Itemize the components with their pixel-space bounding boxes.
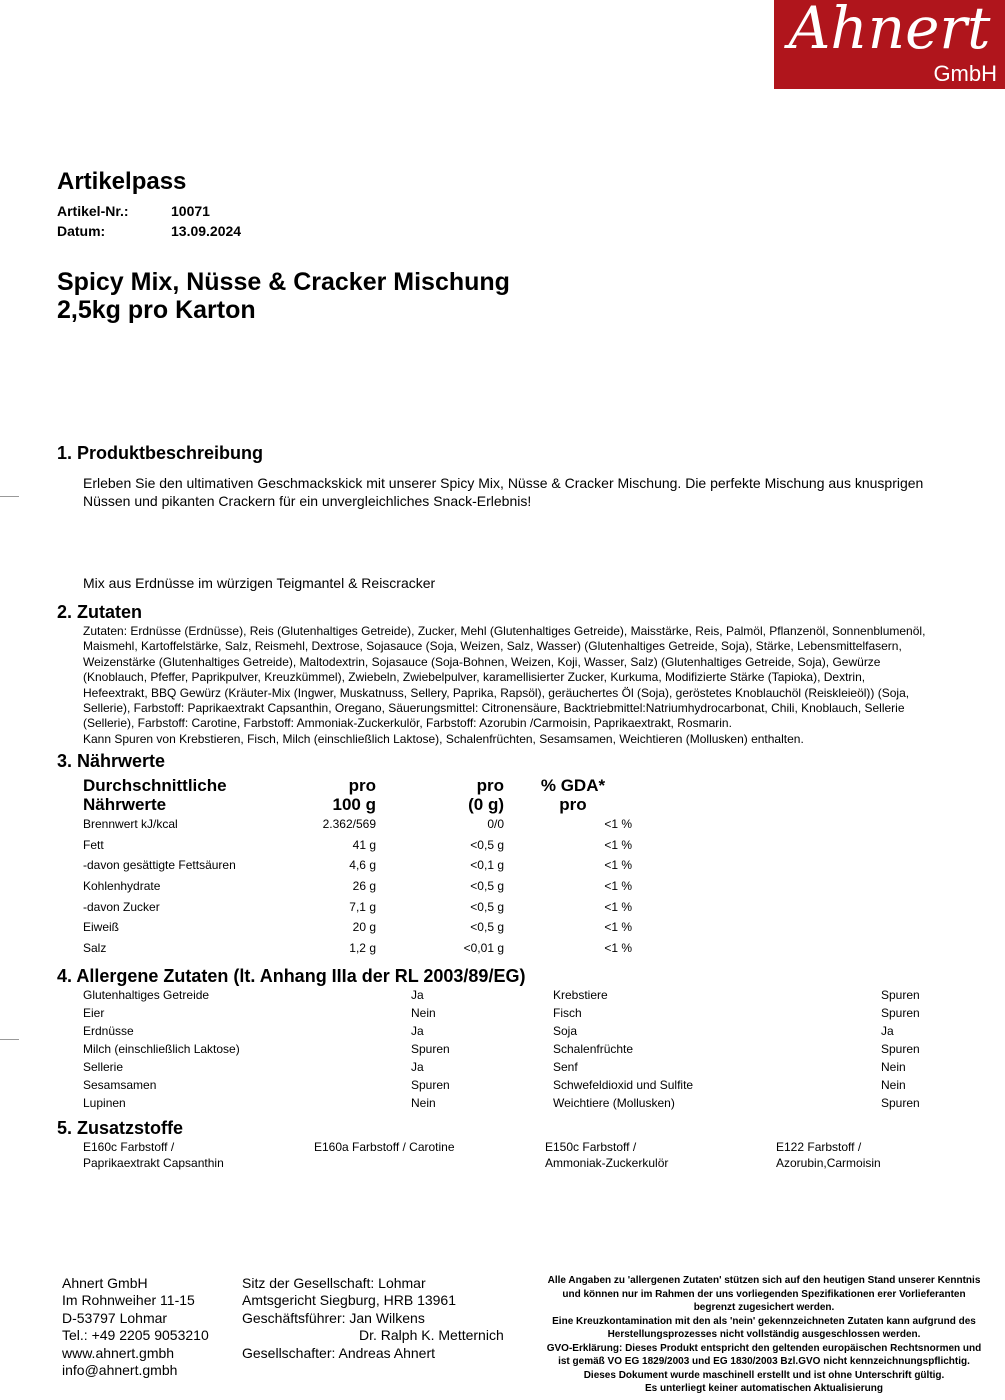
allergen-name: Erdnüsse [83,1024,134,1038]
value-gda: <1 % [604,899,632,914]
value-gda: <1 % [604,879,632,894]
ingredients-line: Sellerie), Farbstoff: Paprikaextrakt Capsanthin, Oregano, Säuerungsmittel: Citronensäure, Backtriebmittel:Natriumhydrocarbonat, Chili, Knoblauch, Sellerie [83,701,905,716]
header-nutrient: Durchschnittliche [83,776,227,795]
margin-mark [0,496,19,497]
footer-disclaimer [526,1274,1002,1396]
section-description-heading: 1. Produktbeschreibung [57,443,264,463]
product-title-line2: 2,5kg pro Karton [57,296,256,324]
header-gda: pro [559,795,587,814]
footer-phone: Tel.: +49 2205 9053210 [62,1327,209,1344]
additive-line: E160a Farbstoff / Carotine [314,1140,455,1154]
article-number-value: 10071 [171,203,210,219]
allergen-status: Spuren [881,1096,920,1110]
footer-legal-line: Gesellschafter: Andreas Ahnert [242,1344,435,1361]
nutrient-name: -davon gesättigte Fettsäuren [83,858,236,873]
nutrient-name: Eiweiß [83,920,120,935]
value-per100: 4,6 g [349,858,376,873]
additive-line: E150c Farbstoff / [545,1140,637,1154]
ingredients-line: Zutaten: Erdnüsse (Erdnüsse), Reis (Glutenhaltiges Getreide), Zucker, Mehl (Glutenhaltiges Getreide), Maisstärke, Reis, Palmöl, Pflanzenöl, Sonnenblumenöl, [83,624,926,638]
allergen-name: Schalenfrüchte [553,1042,634,1056]
nutrition-row [83,896,642,917]
allergen-status: Spuren [881,1042,920,1056]
allergen-status: Spuren [881,988,920,1002]
description-note: Mix aus Erdnüsse im würzigen Teigmantel & Reiscracker [83,575,436,591]
value-gda: <1 % [604,940,632,955]
footer-website-link[interactable]: www.ahnert.gmbh [62,1344,175,1361]
ingredients-line: Hefeextrakt, BBQ Gewürz (Kräuter-Mix (Ingwer, Muskatnuss, Sellery, Paprika, Rapsöl), geräuchertes Öl (Soja), geröstetes Knoblauchöl (Reiskleieöl)) (Soja, [83,685,910,700]
header-nutrient: Nährwerte [83,795,167,814]
product-title [57,268,510,324]
company-logo [774,0,1005,89]
value-gda: <1 % [604,817,632,832]
footer-street: Im Rohnweiher 11-15 [62,1292,195,1309]
allergen-name: Fisch [553,1006,582,1020]
article-number-row [57,203,210,219]
additive-item [776,1139,996,1171]
nutrition-row [83,814,642,835]
footer-legal-line: Sitz der Gesellschaft: Lohmar [242,1275,426,1291]
header-portion: (0 g) [468,795,504,814]
value-gda: <1 % [604,837,632,852]
allergen-status: Nein [881,1060,906,1074]
disclaimer-line: und können nur im Rahmen der uns vorliegenden Spezifikationen erer Vorlieferanten [562,1288,966,1300]
value-per100: 1,2 g [349,940,376,955]
additive-item [314,1139,534,1155]
value-portion: <0,01 g [463,940,504,955]
allergen-name: Krebstiere [553,988,608,1002]
ingredients-line: (Knoblauch, Pfeffer, Paprikpulver, Kreuzkümmel), Zwiebeln, Zwiebelpulver, karamellisierter Zucker, Kurkuma, Modifizierte Stärke (Tapioka), Dextrin, [83,670,866,685]
disclaimer-line: begrenzt zugesichert werden. [693,1302,835,1313]
allergen-name: Milch (einschließlich Laktose) [83,1042,240,1056]
allergen-row [0,1042,1005,1060]
section-allergens-heading: 4. Allergene Zutaten (lt. Anhang IIIa der RL 2003/89/EG) [57,966,526,986]
allergen-row [0,1078,1005,1096]
footer-legal [242,1275,504,1362]
allergen-name: Weichtiere (Mollusken) [553,1096,675,1110]
allergen-status: Nein [881,1078,906,1092]
logo-text: Ahnert [788,0,991,62]
disclaimer-line: Es unterliegt keiner automatischen Aktualisierung [644,1383,884,1394]
allergen-name: Schwefeldioxid und Sulfite [553,1078,694,1092]
allergen-name: Soja [553,1024,578,1038]
logo-subtext: GmbH [933,61,997,86]
disclaimer-line: Alle Angaben zu 'allergenen Zutaten' stützen sich auf den heutigen Stand unserer Kenntnis [547,1275,981,1286]
description-line: Nüssen und pikanten Crackern für ein unvergleichliches Snack-Erlebnis! [83,493,532,509]
allergen-status: Ja [881,1024,894,1038]
header-per100: pro [348,776,376,795]
value-portion: <0,1 g [470,858,504,873]
section-nutrition-heading: 3. Nährwerte [57,751,166,771]
allergen-name: Senf [553,1060,578,1074]
ingredients-line: Kann Spuren von Krebstieren, Fisch, Milch (einschließlich Laktose), Schalenfrüchten, Sesamsamen, Weichtieren (Mollusken) enthalten. [83,731,804,746]
value-portion: <0,5 g [470,899,504,914]
allergen-row [0,988,1005,1006]
nutrition-header-row [83,795,642,814]
allergen-name: Glutenhaltiges Getreide [83,988,210,1002]
value-gda: <1 % [604,920,632,935]
nutrition-row [83,938,642,959]
allergen-status: Spuren [411,1078,450,1092]
nutrition-row [83,835,642,856]
nutrition-row [83,855,642,876]
header-portion: pro [476,776,504,795]
allergen-name: Sesamsamen [83,1078,157,1092]
allergen-name: Lupinen [83,1096,126,1110]
disclaimer-line: Eine Kreuzkontamination mit den als 'nein' gekennzeichneten Zutaten kann aufgrund des [552,1315,976,1327]
nutrient-name: Fett [83,837,104,852]
nutrition-table [83,776,642,958]
date-label: Datum: [57,223,106,239]
value-portion: 0/0 [487,817,504,832]
nutrient-name: Brennwert kJ/kcal [83,817,178,832]
value-portion: <0,5 g [470,920,504,935]
footer-legal-line: Geschäftsführer: Jan Wilkens [242,1309,425,1326]
footer-email-link[interactable]: info@ahnert.gmbh [62,1362,178,1379]
nutrient-name: Kohlenhydrate [83,879,161,894]
allergen-status: Spuren [411,1042,450,1056]
section-additives-heading: 5. Zusatzstoffe [57,1118,184,1138]
allergen-row [0,1096,1005,1114]
description-line: Erleben Sie den ultimativen Geschmackskick mit unserer Spicy Mix, Nüsse & Cracker Mischung. Die perfekte Mischung aus knusprigen [83,475,924,491]
allergen-name: Sellerie [83,1060,124,1074]
article-number-label: Artikel-Nr.: [57,203,129,219]
allergen-status: Ja [411,1024,424,1038]
ingredients-line: (Sellerie), Farbstoff: Carotine, Farbstoff: Ammoniak-Zuckerkulör, Farbstoff: Azorubin /Carmoisin, Paprikaextrakt, Rosmarin. [83,716,732,731]
value-portion: <0,5 g [470,837,504,852]
margin-mark [0,1039,19,1040]
footer-legal-line: Amtsgericht Siegburg, HRB 13961 [242,1292,456,1309]
disclaimer-line: Herstellungsprozesses nicht vollständig ausgeschlossen werden. [607,1329,921,1340]
value-gda: <1 % [604,858,632,873]
allergen-status: Ja [411,988,424,1002]
date-row [57,223,242,239]
footer-company [62,1275,209,1379]
product-title-line1: Spicy Mix, Nüsse & Cracker Mischung [57,268,510,296]
additive-line: Paprikaextrakt Capsanthin [83,1156,224,1170]
header-per100: 100 g [332,795,376,814]
additive-item [83,1139,303,1171]
allergen-name: Eier [83,1006,105,1020]
additive-line: E122 Farbstoff / [776,1140,862,1154]
nutrient-name: -davon Zucker [83,899,160,914]
footer-company-name: Ahnert GmbH [62,1275,148,1291]
value-per100: 20 g [352,920,376,935]
allergen-status: Spuren [881,1006,920,1020]
date-value: 13.09.2024 [171,223,242,239]
footer-city: D-53797 Lohmar [62,1309,168,1326]
allergen-row [0,1060,1005,1078]
additive-line: Azorubin,Carmoisin [776,1156,881,1170]
section-ingredients-heading: 2. Zutaten [57,602,143,622]
value-per100: 26 g [352,879,376,894]
allergen-status: Nein [411,1096,436,1110]
nutrition-row [83,917,642,938]
value-per100: 41 g [352,837,376,852]
disclaimer-line: GVO-Erklärung: Dieses Produkt entspricht den geltenden europäischen Rechtsnormen und [546,1342,982,1354]
description-text [83,474,923,510]
allergen-status: Ja [411,1060,424,1074]
nutrition-header-row [83,776,642,795]
disclaimer-line: Dieses Dokument wurde maschinell erstellt und ist ohne Unterschrift gültig. [583,1369,945,1381]
allergen-row [0,1006,1005,1024]
disclaimer-line: ist gemäß VO EG 1829/2003 und EG 1830/2003 Bzl.GVO nicht kennzeichnungspflichtig. [558,1356,970,1367]
nutrient-name: Salz [83,940,107,955]
additive-item [545,1139,765,1171]
ingredients-text [83,624,983,747]
ingredients-line: Weizenstärke (Glutenhaltiges Getreide), Maltodextrin, Sojasauce (Soja-Bohnen, Weizen, Koji, Wasser, Salz) (Glutenhaltiges Getreide, Soja), Gewürze [83,654,881,669]
allergen-status: Nein [411,1006,436,1020]
header-gda: % GDA* [540,776,606,795]
additive-line: Ammoniak-Zuckerkulör [545,1156,669,1170]
document-title: Artikelpass [57,168,187,195]
value-per100: 2.362/569 [322,817,376,832]
allergen-row [0,1024,1005,1042]
nutrition-row [83,876,642,897]
footer-legal-line: Dr. Ralph K. Metternich [359,1327,504,1344]
value-per100: 7,1 g [349,899,376,914]
ingredients-line: Maismehl, Kartoffelstärke, Salz, Reismehl, Dextrose, Sojasauce (Soja, Weizen, Salz, Wasser) (Glutenhaltiges Getreide, Soja), Stärke, Lebensmittelfasern, [83,639,902,654]
value-portion: <0,5 g [470,879,504,894]
additive-line: E160c Farbstoff / [83,1140,175,1154]
